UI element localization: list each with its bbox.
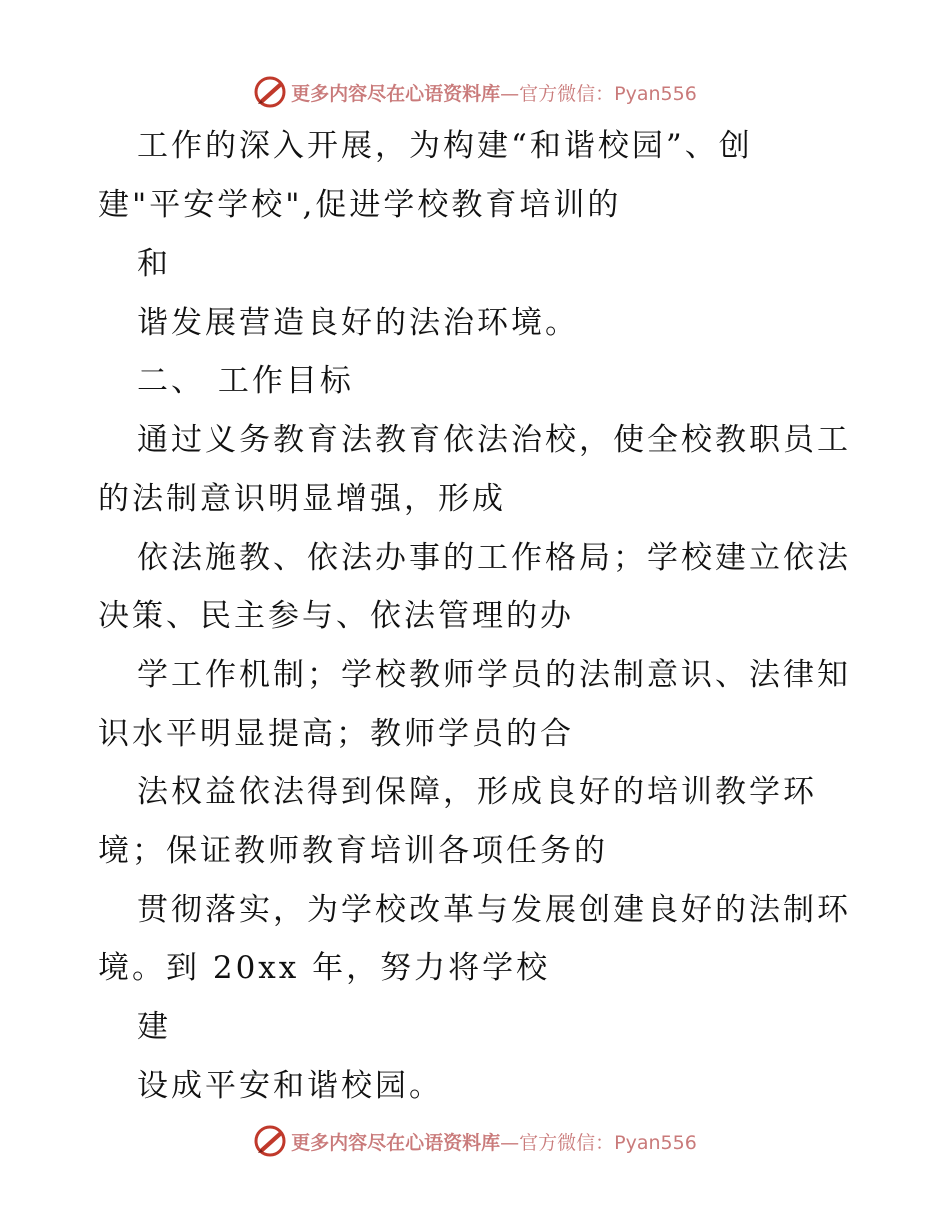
body-line: 决策、民主参与、依法管理的办 — [98, 598, 574, 634]
banner-wechat: —官方微信：Pyan556 — [500, 1131, 697, 1154]
body-line: 法权益依法得到保障，形成良好的培训教学环 — [137, 774, 817, 810]
body-line: 建 — [137, 1009, 171, 1045]
header-banner — [0, 72, 950, 112]
body-line: 谐发展营造良好的法治环境。 — [137, 305, 579, 341]
pen-logo-icon — [253, 75, 287, 109]
body-line: 贯彻落实，为学校改革与发展创建良好的法制环 — [137, 892, 851, 928]
body-line: 境；保证教师教育培训各项任务的 — [98, 833, 608, 869]
body-line: 的法制意识明显增强，形成 — [98, 481, 506, 517]
footer-banner — [0, 1121, 950, 1161]
banner-wechat: —官方微信：Pyan556 — [500, 82, 697, 105]
body-line: 学工作机制；学校教师学员的法制意识、法律知 — [137, 657, 851, 693]
body-line: 识水平明显提高；教师学员的合 — [98, 716, 574, 752]
body-line: 依法施教、依法办事的工作格局；学校建立依法 — [137, 540, 851, 576]
body-line: 境。到 20xx 年，努力将学校 — [98, 950, 551, 986]
banner-text: 更多内容尽在心语资料库 — [291, 82, 501, 105]
body-line: 和 — [137, 246, 171, 282]
body-line: 工作的深入开展，为构建“和谐校园”、创 — [137, 128, 753, 164]
pen-logo-icon — [253, 1124, 287, 1158]
body-line: 设成平安和谐校园。 — [137, 1068, 443, 1104]
banner-text: 更多内容尽在心语资料库 — [291, 1131, 501, 1154]
body-line: 通过义务教育法教育依法治校，使全校教职员工 — [137, 422, 851, 458]
body-line: 建"平安学校",促进学校教育培训的 — [98, 187, 622, 223]
section-heading: 二、 工作目标 — [137, 363, 354, 399]
